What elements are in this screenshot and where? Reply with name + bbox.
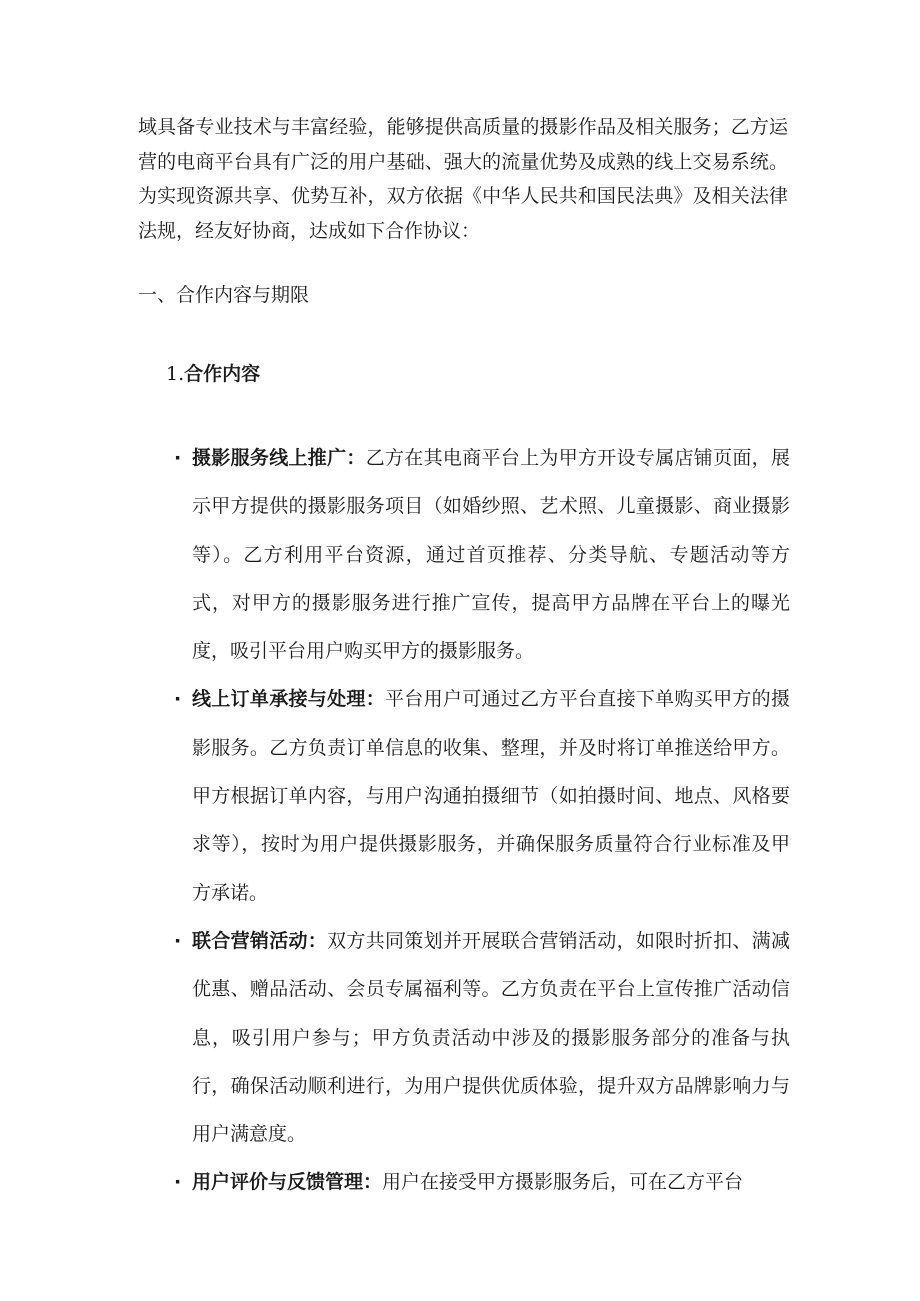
subsection-heading [166, 359, 260, 389]
bullet-label: 联合营销活动： [192, 929, 328, 952]
bullet-item-online-promotion [170, 434, 790, 675]
subsection-number: 1. [166, 363, 185, 385]
bullet-text: 用户在接受甲方摄影服务后，可在乙方平台 [382, 1171, 744, 1194]
section-heading: 一、合作内容与期限 [138, 284, 310, 306]
bullet-label: 用户评价与反馈管理： [192, 1171, 383, 1194]
bullet-item-order-handling [170, 675, 790, 916]
bullet-label: 摄影服务线上推广： [192, 447, 366, 469]
bullet-text: 乙方在其电商平台上为甲方开设专属店铺页面，展示甲方提供的摄影服务项目（如婚纱照、艺术照、儿童摄影、商业摄影等）。乙方利用平台资源，通过首页推荐、分类导航、专题活动等方式，对甲方的摄影服务进行推广宣传，提高甲方品牌在平台上的曝光度，吸引平台用户购买甲方的摄影服务。 [192, 447, 790, 663]
bullet-marker: · [174, 688, 182, 711]
bullet-text: 双方共同策划并开展联合营销活动，如限时折扣、满减优惠、赠品活动、会员专属福利等。乙方负责在平台上宣传推广活动信息，吸引用户参与；甲方负责活动中涉及的摄影服务部分的准备与执行，确保活动顺利进行，为用户提供优质体验，提升双方品牌影响力与用户满意度。 [192, 929, 790, 1146]
bullet-marker: · [174, 447, 182, 469]
subsection-title: 合作内容 [184, 363, 261, 385]
bullet-marker: · [174, 929, 182, 952]
bullet-marker: · [174, 1171, 182, 1194]
bullet-item-joint-marketing [170, 917, 790, 1158]
bullet-item-feedback-management [170, 1158, 790, 1206]
bullet-label: 线上订单承接与处理： [192, 688, 385, 711]
bullet-text: 平台用户可通过乙方平台直接下单购买甲方的摄影服务。乙方负责订单信息的收集、整理，并及时将订单推送给甲方。甲方根据订单内容，与用户沟通拍摄细节（如拍摄时间、地点、风格要求等），按时为用户提供摄影服务，并确保服务质量符合行业标准及甲方承诺。 [192, 688, 790, 904]
intro-paragraph: 域具备专业技术与丰富经验，能够提供高质量的摄影作品及相关服务；乙方运营的电商平台具有广泛的用户基础、强大的流量优势及成熟的线上交易系统。为实现资源共享、优势互补，双方依据《中华人民共和国民法典》及相关法律法规，经友好协商，达成如下合作协议： [138, 116, 788, 242]
bullet-list [170, 434, 790, 1207]
